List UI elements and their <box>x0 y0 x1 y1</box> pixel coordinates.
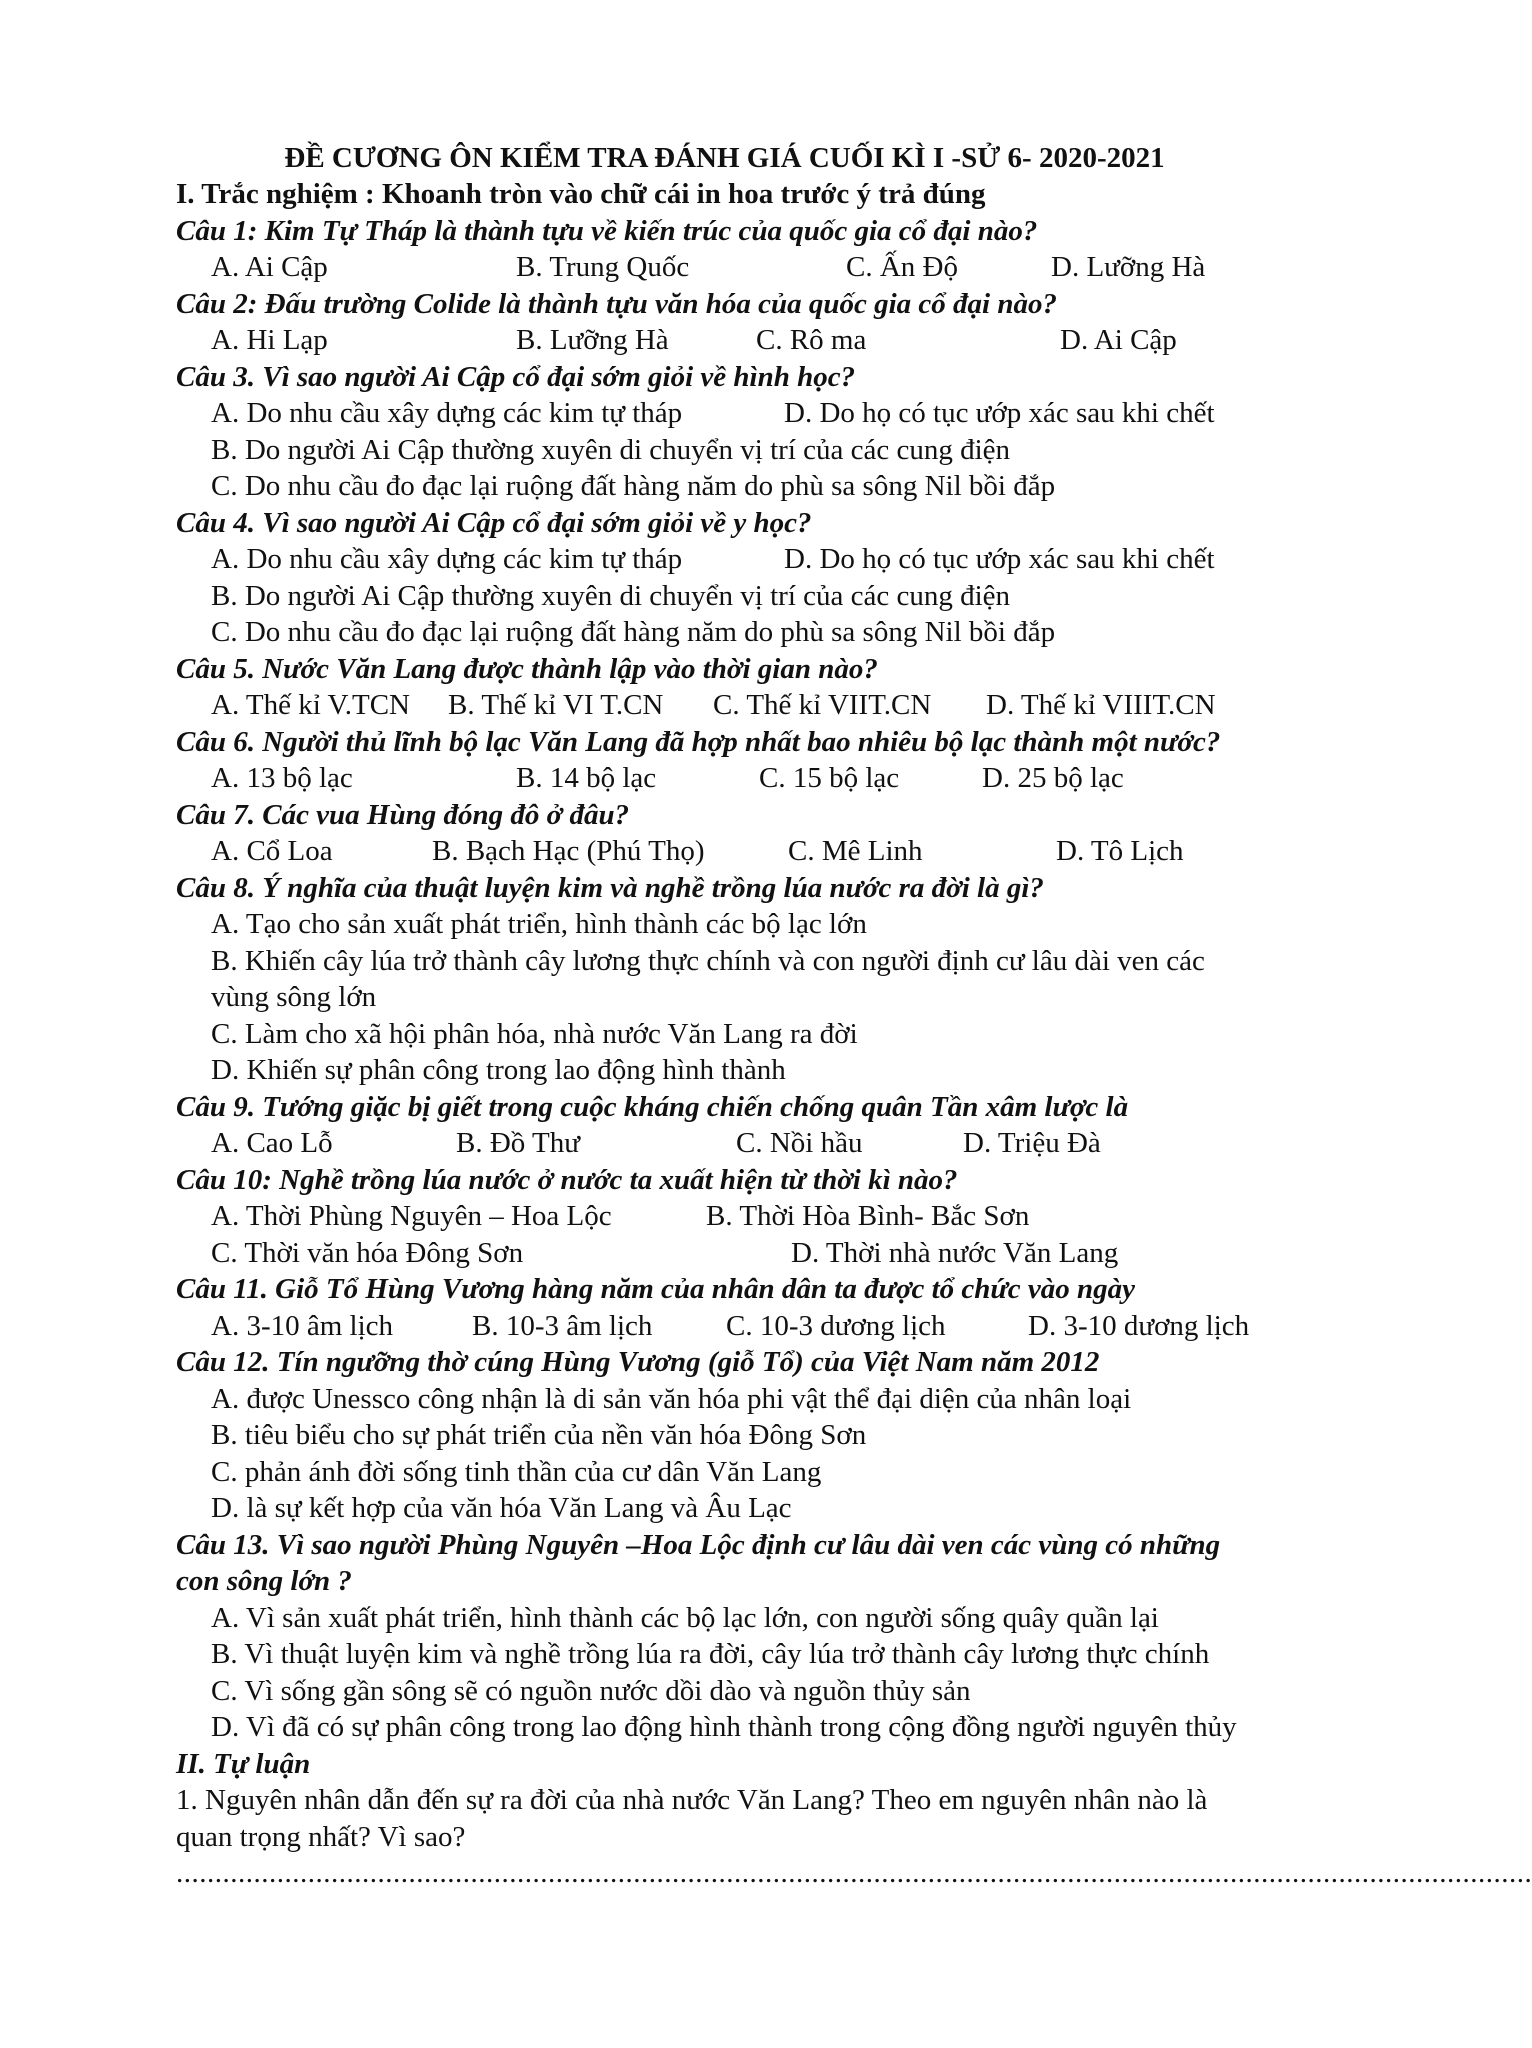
page-title: ĐỀ CƯƠNG ÔN KIỂM TRA ĐÁNH GIÁ CUỐI KÌ I -SỬ 6- 2020-2021 <box>284 142 1165 174</box>
question-11: Câu 11. Giỗ Tổ Hùng Vương hàng năm của nhân dân ta được tổ chức vào ngày <box>176 1273 1136 1305</box>
option-d: D. Tô Lịch <box>1056 835 1184 867</box>
section-heading-essay: II. Tự luận <box>176 1747 311 1780</box>
question-9: Câu 9. Tướng giặc bị giết trong cuộc kháng chiến chống quân Tần xâm lược là <box>176 1090 1129 1123</box>
option-b: B. Thời Hòa Bình- Bắc Sơn <box>706 1200 1030 1232</box>
option-d: D. Thế kỉ VIIIT.CN <box>986 689 1216 721</box>
option-d: D. 25 bộ lạc <box>982 762 1124 794</box>
option-c: C. 10-3 dương lịch <box>726 1309 946 1342</box>
exam-body <box>176 176 1532 1892</box>
options-row <box>176 249 1356 286</box>
options-row <box>176 541 1356 578</box>
options-row <box>176 687 1356 724</box>
option-d: D. Lưỡng Hà <box>1051 251 1206 283</box>
question-6: Câu 6. Người thủ lĩnh bộ lạc Văn Lang đã hợp nhất bao nhiêu bộ lạc thành một nước? <box>176 725 1221 758</box>
option-b: B. Vì thuật luyện kim và nghề trồng lúa ra đời, cây lúa trở thành cây lương thực chính <box>211 1638 1210 1670</box>
question-13-continued: con sông lớn ? <box>176 1565 352 1597</box>
options-row <box>176 833 1356 870</box>
options-row <box>176 322 1356 359</box>
option-a: A. 13 bộ lạc <box>211 762 353 794</box>
question-3: Câu 3. Vì sao người Ai Cập cổ đại sớm giỏi về hình học? <box>176 360 856 393</box>
options-row <box>176 760 1356 797</box>
option-a: A. Thời Phùng Nguyên – Hoa Lộc <box>211 1200 612 1232</box>
option-b: B. Đồ Thư <box>456 1127 580 1159</box>
options-row <box>176 1235 1356 1272</box>
question-12: Câu 12. Tín ngưỡng thờ cúng Hùng Vương (giỗ Tổ) của Việt Nam năm 2012 <box>176 1346 1100 1378</box>
option-c: C. Thời văn hóa Đông Sơn <box>211 1236 524 1269</box>
option-b: B. 10-3 âm lịch <box>472 1309 653 1342</box>
option-c: C. Ấn Độ <box>846 251 958 283</box>
option-d: D. Do họ có tục ướp xác sau khi chết <box>784 543 1215 575</box>
answer-dotted-line: ............................................................................................................................................................................... <box>176 1857 1532 1889</box>
option-d: D. Ai Cập <box>1060 324 1177 356</box>
option-b: B. 14 bộ lạc <box>516 762 657 794</box>
question-2: Câu 2: Đấu trường Colide là thành tựu văn hóa của quốc gia cổ đại nào? <box>176 287 1057 320</box>
option-a: A. Do nhu cầu xây dựng các kim tự tháp <box>211 397 683 429</box>
question-8: Câu 8. Ý nghĩa của thuật luyện kim và nghề trồng lúa nước ra đời là gì? <box>176 871 1044 904</box>
option-b: B. Trung Quốc <box>516 251 690 283</box>
option-a: A. được Unessco công nhận là di sản văn hóa phi vật thể đại diện của nhân loại <box>211 1382 1132 1415</box>
section-heading-multiple-choice: I. Trắc nghiệm : Khoanh tròn vào chữ cái in hoa trước ý trả đúng <box>176 178 986 210</box>
options-row <box>176 395 1356 432</box>
option-d: D. Khiến sự phân công trong lao động hình thành <box>211 1054 786 1086</box>
question-1: Câu 1: Kim Tự Tháp là thành tựu về kiến trúc của quốc gia cổ đại nào? <box>176 214 1038 247</box>
option-a: A. Cao Lỗ <box>211 1127 333 1159</box>
option-a: A. Vì sản xuất phát triển, hình thành các bộ lạc lớn, con người sống quây quần lại <box>211 1601 1159 1634</box>
option-c: C. Nồi hầu <box>736 1127 863 1159</box>
essay-question-1-continued: quan trọng nhất? Vì sao? <box>176 1820 466 1853</box>
option-d: D. 3-10 dương lịch <box>1028 1309 1250 1342</box>
question-13: Câu 13. Vì sao người Phùng Nguyên –Hoa Lộc định cư lâu dài ven các vùng có những <box>176 1528 1221 1561</box>
option-b: B. Lưỡng Hà <box>516 324 669 356</box>
option-d: D. Triệu Đà <box>963 1127 1101 1159</box>
question-10: Câu 10: Nghề trồng lúa nước ở nước ta xuất hiện từ thời kì nào? <box>176 1163 958 1196</box>
option-a: A. Tạo cho sản xuất phát triển, hình thành các bộ lạc lớn <box>211 908 867 940</box>
option-a: A. Cổ Loa <box>211 835 333 867</box>
option-b: B. Bạch Hạc (Phú Thọ) <box>432 835 705 867</box>
option-c: C. Làm cho xã hội phân hóa, nhà nước Văn Lang ra đời <box>211 1017 858 1050</box>
option-c: C. phản ánh đời sống tinh thần của cư dân Văn Lang <box>211 1455 822 1488</box>
option-b: B. tiêu biểu cho sự phát triển của nền văn hóa Đông Sơn <box>211 1419 867 1451</box>
option-c: C. Vì sống gần sông sẽ có nguồn nước dồi dào và nguồn thủy sản <box>211 1674 971 1707</box>
option-b: B. Do người Ai Cập thường xuyên di chuyển vị trí của các cung điện <box>211 433 1011 466</box>
option-c: C. Thế kỉ VIIT.CN <box>713 689 932 721</box>
option-b: B. Do người Ai Cập thường xuyên di chuyển vị trí của các cung điện <box>211 579 1011 612</box>
option-d: D. Do họ có tục ướp xác sau khi chết <box>784 397 1215 429</box>
option-a: A. 3-10 âm lịch <box>211 1309 394 1342</box>
option-d: D. Vì đã có sự phân công trong lao động hình thành trong cộng đồng người nguyên thủy <box>211 1711 1237 1743</box>
options-row <box>176 1198 1356 1235</box>
option-a: A. Do nhu cầu xây dựng các kim tự tháp <box>211 543 683 575</box>
option-c: C. Do nhu cầu đo đạc lại ruộng đất hàng năm do phù sa sông Nil bồi đắp <box>211 616 1056 648</box>
option-a: A. Ai Cập <box>211 251 328 283</box>
option-b: B. Thế kỉ VI T.CN <box>448 689 664 721</box>
option-c: C. Do nhu cầu đo đạc lại ruộng đất hàng năm do phù sa sông Nil bồi đắp <box>211 470 1056 502</box>
option-b-continued: vùng sông lớn <box>211 981 377 1013</box>
options-row <box>176 1308 1356 1345</box>
options-row <box>176 1125 1356 1162</box>
question-5: Câu 5. Nước Văn Lang được thành lập vào thời gian nào? <box>176 652 878 685</box>
option-c: C. Rô ma <box>756 324 867 356</box>
option-c: C. 15 bộ lạc <box>759 762 900 794</box>
essay-question-1: 1. Nguyên nhân dẫn đến sự ra đời của nhà nước Văn Lang? Theo em nguyên nhân nào là <box>176 1784 1208 1816</box>
option-b: B. Khiến cây lúa trở thành cây lương thực chính và con người định cư lâu dài ven các <box>211 944 1205 977</box>
option-c: C. Mê Linh <box>788 835 923 867</box>
option-d: D. là sự kết hợp của văn hóa Văn Lang và Âu Lạc <box>211 1492 792 1524</box>
option-d: D. Thời nhà nước Văn Lang <box>791 1236 1119 1269</box>
question-4: Câu 4. Vì sao người Ai Cập cổ đại sớm giỏi về y học? <box>176 506 812 539</box>
question-7: Câu 7. Các vua Hùng đóng đô ở đâu? <box>176 798 630 831</box>
option-a: A. Hi Lạp <box>211 324 328 356</box>
option-a: A. Thế kỉ V.TCN <box>211 689 410 721</box>
